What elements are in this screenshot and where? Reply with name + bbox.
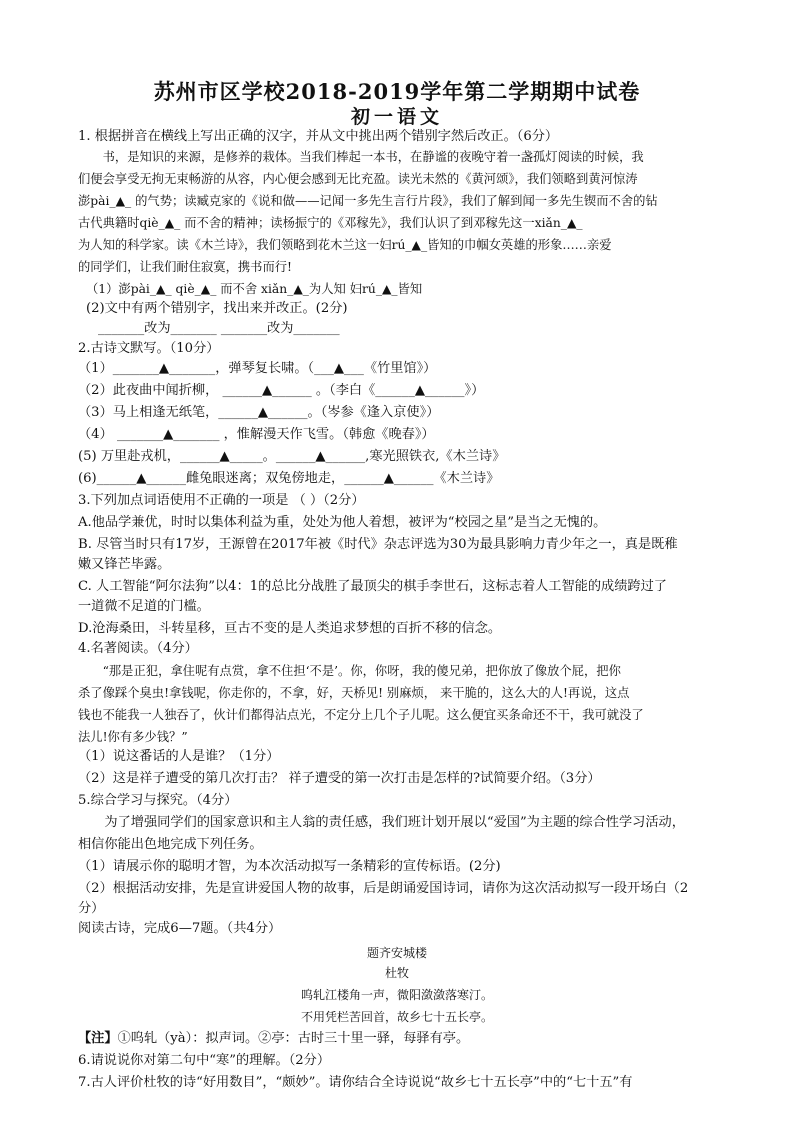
q1-correction-prompt: (2)文中有两个错别字，找出来并改正。(2分)	[86, 301, 348, 316]
q4-passage-line: 法儿!你有多少钱？”	[78, 730, 188, 744]
q2-item: (6)______▲______雌兔眼迷离；双兔傍地走，______▲______《木兰诗》	[78, 471, 500, 486]
q1-passage-line: 们便会享受无拘无束畅游的从容，内心便会感到无比充盈。读光未然的《黄河颂》，我们领略到黄河惊涛	[78, 172, 638, 186]
q6-stem: 6.请说说你对第二句中“寒”的理解。（2分）	[78, 1053, 331, 1068]
q3-option-a: A.他品学兼优，时时以集体利益为重，处处为他人着想，被评为“校园之星”是当之无愧的。	[78, 515, 607, 530]
q3-option-c-cont: 一道微不足道的门槛。	[78, 599, 210, 614]
poem-note-label: 【注】	[78, 1031, 118, 1046]
q2-item: （1）_______▲_______，弹琴复长啸。（___▲___《竹里馆》）	[78, 361, 437, 376]
exam-title: 苏州市区学校2018-2019学年第二学期期中试卷	[153, 79, 641, 104]
q2-item: （4） _______▲_______ ，惟解漫天作飞雪。（韩愈《晚春》）	[78, 427, 435, 442]
q3-option-b: B. 尽管当时只有17岁，王源曾在2017年被《时代》杂志评选为30为最具影响力青少年之一，真是既稚	[78, 537, 678, 552]
q3-stem: 3.下列加点词语使用不正确的一项是 （ ）（2分）	[78, 493, 365, 508]
q5-sub-2: （2）根据活动安排，先是宣讲爱国人物的故事，后是朗诵爱国诗词，请你为这次活动拟写一段开场白（2	[78, 881, 689, 896]
poem-title: 题齐安城楼	[366, 946, 427, 960]
exam-subtitle: 初一语文	[350, 106, 443, 128]
q1-fill-blanks: （1）澎pài_▲_ qiè_▲_ 而不舍 xiǎn_▲_为人知 妇rú_▲_皆知	[86, 282, 423, 296]
q1-passage-line: 澎pài_▲_ 的气势；读臧克家的《说和做——记闻一多先生言行片段》，我们了解到闻一多先生锲而不舍的钻	[78, 194, 658, 208]
q1-stem: 1. 根据拼音在横线上写出正确的汉字，并从文中挑出两个错别字然后改正。（6分）	[78, 129, 559, 144]
q4-sub-1: （1）说这番话的人是谁？（1分）	[78, 749, 280, 764]
q5-intro-line: 为了增强同学们的国家意识和主人翁的责任感，我们班计划开展以“爱国”为主题的综合性学习活动，	[104, 815, 685, 830]
poem-note-text: ①呜轧（yà）：拟声词。②亭：古时三十里一驿，每驿有亭。	[117, 1031, 470, 1046]
poem-author: 杜牧	[384, 966, 409, 980]
q1-passage-line: 古代典籍时qiè_▲_ 而不舍的精神；读杨振宁的《邓稼先》，我们认识了到邓稼先这一xiǎn_▲_	[78, 216, 583, 230]
q7-stem: 7.古人评价杜牧的诗“好用数目”，“颇妙”。请你结合全诗说说“故乡七十五长亭”中的“七十五”有	[78, 1075, 633, 1090]
q1-passage-line: 书，是知识的来源，是修养的栽体。当我们棒起一本书，在静谧的夜晚守着一盏孤灯阅读的时候，我	[102, 150, 644, 164]
q4-sub-2: （2）这是祥子遭受的第几次打击？ 祥子遭受的第一次打击是怎样的?试简要介绍。（3分）	[78, 771, 601, 786]
q1-correction-blanks: _______改为_______ _______改为_______	[98, 321, 340, 336]
q2-stem: 2.古诗文默写。（10分）	[78, 341, 220, 356]
poem-line: 呜轧江楼角一声，微阳潋潋落寒汀。	[300, 988, 493, 1002]
q3-option-b-cont: 嫩又锋芒毕露。	[78, 557, 171, 572]
q2-item: (5) 万里赴戎机，______▲_____。______▲______,寒光照铁衣,《木兰诗》	[78, 449, 506, 464]
q2-item: （2）此夜曲中闻折柳， ______▲______ 。（李白《______▲______》）	[78, 383, 485, 398]
q1-passage-line: 为人知的科学家。读《木兰诗》，我们领略到花木兰这一妇rú_▲_皆知的巾帼女英雄的形象……亲爱	[78, 238, 612, 252]
q5-intro-line: 相信你能出色地完成下列任务。	[78, 837, 263, 852]
q3-option-d: D.沧海桑田，斗转星移，亘古不变的是人类追求梦想的百折不移的信念。	[78, 621, 502, 636]
q2-item: （3）马上相逢无纸笔，______▲______。（岑参《逢入京使》）	[78, 405, 440, 420]
q4-passage-line: 钱也不能我一人独吞了，伙计们都得沾点光，不定分上几个子儿呢。这么便宜买条命还不干，我可就没了	[78, 708, 644, 722]
poem-line: 不用凭栏苦回首，故乡七十五长亭。	[300, 1010, 493, 1024]
q5-stem: 5.综合学习与探究。（4分）	[78, 793, 238, 808]
poem-lead: 阅读古诗，完成6—7题。（共4分）	[78, 921, 282, 936]
q3-option-c: C. 人工智能“阿尔法狗”以4：1的总比分战胜了最顶尖的棋手李世石，这标志着人工智能的成绩跨过了	[78, 579, 667, 594]
q4-passage-line: 杀了像踩个臭虫!拿钱呢，你走你的，不拿，好，天桥见! 别麻烦， 来干脆的，这么大的人!再说，这点	[78, 686, 630, 700]
poem-note	[78, 1030, 728, 1048]
q5-sub-1: （1）请展示你的聪明才智，为本次活动拟写一条精彩的宣传标语。(2分)	[78, 859, 501, 874]
q4-stem: 4.名著阅读。（4分）	[78, 641, 198, 656]
q4-passage-line: “那是正犯，拿住呢有点赏，拿不住担‘不是’。你，你呀，我的傻兄弟，把你放了像放个屁，把你	[102, 664, 621, 678]
q5-sub-2-cont: 分）	[78, 901, 105, 916]
q1-passage-line: 的同学们，让我们耐住寂寞，携书而行!	[78, 260, 292, 274]
